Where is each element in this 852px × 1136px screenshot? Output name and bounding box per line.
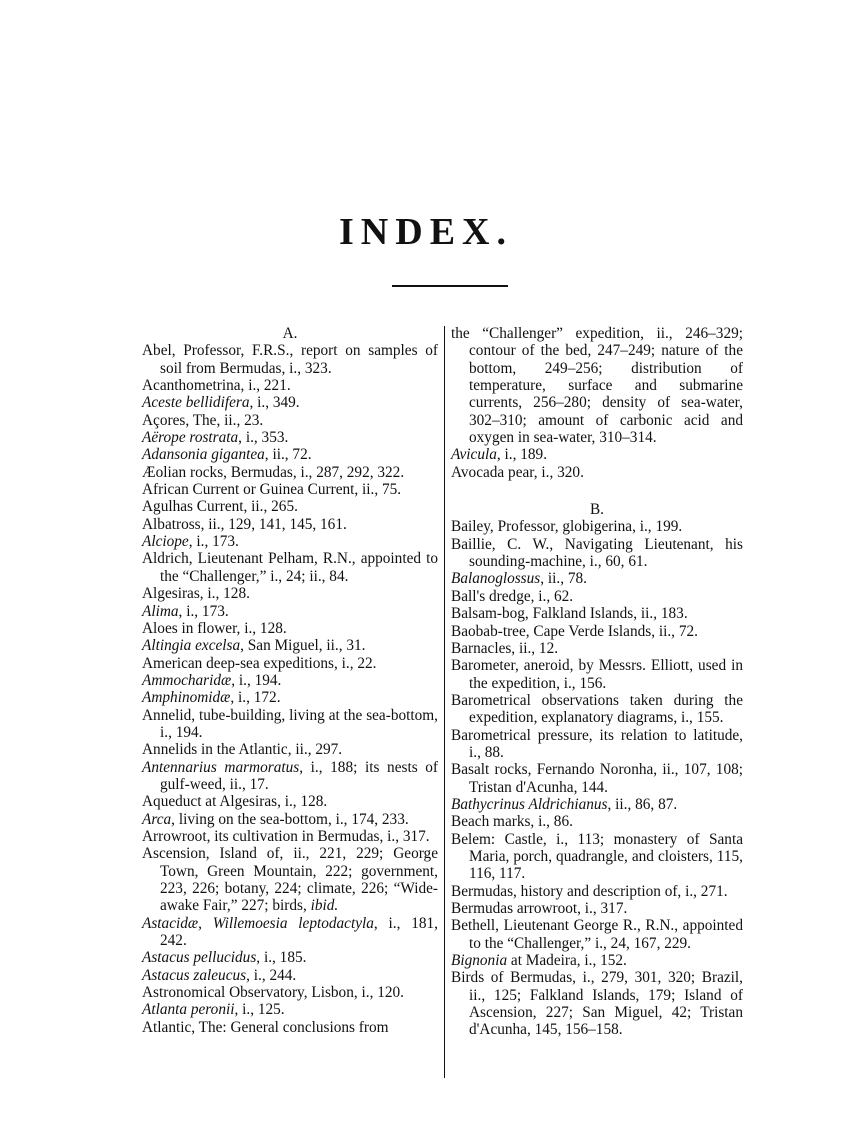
index-entry [142, 464, 438, 481]
entry-text: Annelid, tube-building, living at the sea-bottom, i., 194. [142, 706, 438, 741]
index-entry [142, 585, 438, 602]
index-entry [451, 917, 743, 952]
entry-text: Beach marks, i., 86. [451, 813, 573, 831]
index-entry [451, 464, 743, 481]
entry-text: , ii., 86, 87. [607, 795, 678, 813]
entry-term: Avicula [451, 446, 497, 464]
entry-term: Balanoglossus [451, 570, 541, 588]
index-entry [451, 796, 743, 813]
entry-text: African Current or Guinea Current, ii., 75. [142, 481, 402, 499]
entry-text: Æolian rocks, Bermudas, i., 287, 292, 322. [142, 463, 405, 481]
entry-text: , living on the sea-bottom, i., 174, 233. [171, 810, 409, 828]
entry-term: Aceste bellidifera [142, 394, 250, 412]
index-entry [142, 845, 438, 914]
index-entry [451, 570, 743, 587]
page-title: INDEX. [339, 211, 513, 253]
entry-text: , i., 188; its nests of gulf-weed, ii., 17. [160, 758, 439, 793]
entry-text: , i., 185. [256, 949, 307, 967]
index-entry [142, 446, 438, 463]
index-entry [142, 603, 438, 620]
entry-text: , i., 244. [246, 966, 297, 984]
entry-text: Albatross, ii., 129, 141, 145, 161. [142, 515, 347, 533]
entry-term: Alciope [142, 533, 189, 551]
entry-text: Bermudas, history and description of, i., 271. [451, 882, 728, 900]
entry-text: Agulhas Current, ii., 265. [142, 498, 298, 516]
index-entry [451, 761, 743, 796]
entry-term: Altingia excelsa [142, 637, 241, 655]
entry-text: Bailey, Professor, globigerina, i., 199. [451, 518, 683, 536]
index-entry [142, 1001, 438, 1018]
entry-text: Birds of Bermudas, i., 279, 301, 320; Brazil, ii., 125; Falkland Islands, 179; Island of Ascension, 227; San Miguel, 42; Tristan d'Acunha, 145, 156–158. [451, 969, 743, 1039]
entry-text: , i., 173. [188, 533, 239, 551]
index-entry [142, 620, 438, 637]
entry-reference: ibid. [310, 897, 339, 915]
index-entry [451, 831, 743, 883]
index-list-a [142, 342, 438, 1036]
entry-text: Acanthometrina, i., 221. [142, 377, 291, 395]
index-list-b [451, 518, 743, 1038]
index-entry [142, 811, 438, 828]
index-entry [142, 550, 438, 585]
entry-term: Bignonia [451, 952, 508, 970]
index-entry [142, 481, 438, 498]
entry-text: Barometrical observations taken during the expedition, explanatory diagrams, i., 155. [451, 691, 743, 727]
index-entry [451, 813, 743, 830]
entry-text: Aldrich, Lieutenant Pelham, R.N., appointed to the “Challenger,” i., 24; ii., 84. [142, 550, 438, 585]
index-entry [451, 623, 743, 640]
index-entry [451, 727, 743, 762]
entry-text: Arrowroot, its cultivation in Bermudas, i., 317. [142, 827, 430, 845]
entry-text: , ii., 72. [264, 446, 312, 464]
index-entry [451, 446, 743, 463]
entry-text: Avocada pear, i., 320. [451, 463, 584, 481]
entry-term: Bathycrinus Aldrichianus [451, 795, 608, 813]
entry-text: Baillie, C. W., Navigating Lieutenant, his sounding-machine, i., 60, 61. [451, 535, 743, 571]
entry-term: Antennarius marmoratus [142, 758, 300, 776]
index-entry [451, 640, 743, 657]
index-entry [142, 412, 438, 429]
entry-text: Barometer, aneroid, by Messrs. Elliott, used in the expedition, i., 156. [451, 657, 743, 692]
index-entry [142, 828, 438, 845]
entry-text: , i., 349. [249, 394, 300, 412]
index-entry [451, 518, 743, 535]
entry-text: Abel, Professor, F.R.S., report on samples of soil from Bermudas, i., 323. [142, 342, 438, 377]
entry-text: , i., 194. [231, 671, 282, 689]
index-entry [142, 707, 438, 742]
index-column-left [142, 325, 438, 1036]
index-entry [451, 605, 743, 622]
entry-text: , i., 173. [178, 602, 229, 620]
index-entry [451, 536, 743, 571]
index-entry [451, 588, 743, 605]
index-entry [142, 967, 438, 984]
index-entry [142, 759, 438, 794]
entry-term: Atlanta peronii [142, 1001, 235, 1019]
index-entry [451, 952, 743, 969]
index-entry [142, 516, 438, 533]
entry-text: , i., 189. [496, 446, 548, 464]
entry-text: Ball's dredge, i., 62. [451, 587, 574, 605]
continued-entry: the “Challenger” expedition, ii., 246–329; contour of the bed, 247–249; nature of the bottom, 249–256; distribution of temperature, surface and submarine currents, 256–280; density of sea-water, 302–310; amount of carbonic acid and oxygen in sea-water, 310–314. [451, 325, 743, 447]
entry-text: Belem: Castle, i., 113; monastery of Santa Maria, porch, quadrangle, and cloisters, 115, 116, 117. [451, 830, 743, 883]
entry-text: Aloes in flower, i., 128. [142, 619, 287, 637]
index-entry [142, 949, 438, 966]
entry-text: Bermudas arrowroot, i., 317. [451, 900, 628, 917]
index-entry [142, 1019, 438, 1036]
entry-text: Açores, The, ii., 23. [142, 411, 264, 429]
index-entry [142, 915, 438, 950]
index-entry [142, 984, 438, 1001]
entry-text: Algesiras, i., 128. [142, 585, 250, 603]
index-entry [142, 342, 438, 377]
entry-text: at Madeira, i., 152. [507, 952, 627, 970]
index-entry [142, 394, 438, 411]
entry-text: Balsam-bog, Falkland Islands, ii., 183. [451, 605, 688, 623]
index-entry [451, 883, 743, 900]
index-entry [142, 637, 438, 654]
entry-text: Barometrical pressure, its relation to latitude, i., 88. [451, 726, 743, 761]
entry-term: Astacidæ, Willemoesia leptodactyla [142, 914, 374, 932]
entry-text: Baobab-tree, Cape Verde Islands, ii., 72. [451, 622, 698, 640]
index-entry [451, 969, 743, 1038]
entry-text: , i., 172. [230, 689, 281, 707]
index-list-a-cont [451, 446, 743, 481]
entry-text: , i., 181, 242. [160, 914, 438, 950]
entry-text: , San Miguel, ii., 31. [240, 637, 366, 655]
entry-term: Aërope rostrata [142, 429, 239, 447]
index-entry [142, 377, 438, 394]
index-entry [451, 692, 743, 727]
index-entry [142, 533, 438, 550]
index-entry [142, 429, 438, 446]
entry-text: Aqueduct at Algesiras, i., 128. [142, 793, 328, 811]
index-entry [451, 900, 743, 917]
index-entry [142, 672, 438, 689]
entry-term: Ammocharidæ [142, 671, 232, 689]
entry-text: Astronomical Observatory, Lisbon, i., 120. [142, 984, 404, 1002]
index-entry [451, 657, 743, 692]
entry-text: American deep-sea expeditions, i., 22. [142, 654, 377, 672]
index-entry [142, 741, 438, 758]
entry-text: Basalt rocks, Fernando Noronha, ii., 107, 108; Tristan d'Acunha, 144. [451, 761, 743, 796]
entry-text: Bethell, Lieutenant George R., R.N., appointed to the “Challenger,” i., 24, 167, 229. [451, 917, 743, 952]
index-entry [142, 793, 438, 810]
entry-text: Annelids in the Atlantic, ii., 297. [142, 741, 343, 759]
entry-text: Atlantic, The: General conclusions from [142, 1018, 389, 1036]
entry-term: Astacus zaleucus [142, 966, 247, 984]
entry-text: Barnacles, ii., 12. [451, 639, 559, 657]
index-column-right [451, 325, 743, 1039]
entry-term: Adansonia gigantea [142, 446, 265, 464]
entry-term: Arca [142, 810, 172, 828]
entry-term: Alima [142, 602, 179, 620]
index-entry [142, 689, 438, 706]
entry-term: Amphinomidæ [142, 689, 231, 707]
entry-text: , ii., 78. [540, 570, 587, 588]
section-letter-b: B. [589, 501, 605, 519]
index-entry [142, 498, 438, 515]
section-letter-a: A. [282, 325, 298, 342]
entry-text: Ascension, Island of, ii., 221, 229; George Town, Green Mountain, 222; government, 223, 226; botany, 224; climate, 226; “Wide-awake Fair,” 227; birds, [142, 845, 438, 915]
column-divider [444, 326, 445, 1078]
title-rule [392, 285, 508, 287]
index-entry [142, 655, 438, 672]
entry-text: , i., 125. [234, 1001, 285, 1019]
entry-term: Astacus pellucidus [142, 949, 257, 967]
entry-text: , i., 353. [238, 429, 289, 447]
